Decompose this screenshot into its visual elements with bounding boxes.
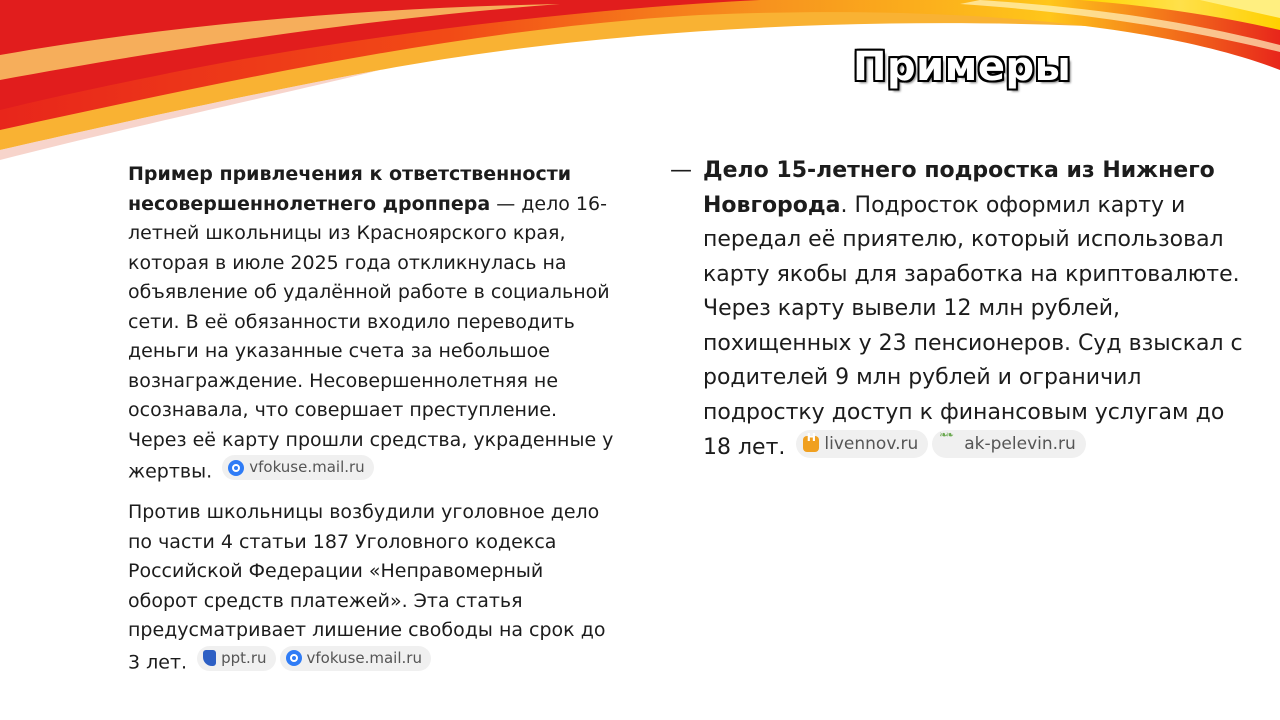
right-paragraph-bold: Дело 15-летнего подростка из Нижнего Новгорода [703, 158, 1215, 218]
ppt-ru-icon [203, 650, 216, 666]
left-paragraph-1-text: — дело 16-летней школьницы из Красноярского края, которая в июле 2025 года откликнулась на объявление об удалённой работе в социальной сети. В её обязанности входило переводить деньги на указанные счета за небольшое вознаграждение. Несовершеннолетняя не осознавала, что совершает преступление. Через её карту прошли средства, украденные у жертвы. [128, 192, 614, 483]
left-paragraph-2-text: Против школьницы возбудили уголовное дело по части 4 статьи 187 Уголовного кодекса Российской Федерации «Неправомерный оборот средств платежей». Эта статья предусматривает лишение свободы на срок до 3 лет. [128, 501, 606, 673]
decorative-swoosh [0, 0, 1280, 170]
ak-pelevin-icon [939, 436, 959, 452]
left-paragraph-1-bold: Пример привлечения к ответственности несовершеннолетнего дроппера [128, 163, 572, 215]
source-chip-vfokuse[interactable] [280, 646, 431, 671]
source-label: ppt.ru [221, 648, 267, 667]
livennov-icon [803, 436, 819, 452]
right-paragraph-text: . Подросток оформил карту и передал её приятелю, который использовал карту якобы для заработка на криптовалюте. Через карту вывели 12 млн рублей, похищенных у 23 пенсионеров. Суд взыскал с родителей 9 млн рублей и ограничил подростку доступ к финансовым услугам до 18 лет. [703, 192, 1243, 460]
source-label: vfokuse.mail.ru [249, 458, 365, 476]
source-label: livennov.ru [824, 434, 919, 454]
source-label: ak-pelevin.ru [964, 434, 1076, 454]
left-paragraph-2 [128, 498, 618, 678]
left-column [128, 160, 618, 689]
right-column [670, 154, 1250, 466]
left-paragraph-1 [128, 160, 618, 487]
mail-ru-icon [286, 650, 302, 666]
source-chip-ak-pelevin[interactable] [932, 430, 1086, 458]
list-dash: — [670, 158, 692, 183]
mail-ru-icon [228, 460, 244, 476]
right-paragraph [670, 154, 1250, 466]
slide-title: Примеры [853, 44, 1072, 90]
source-chip-vfokuse[interactable] [222, 455, 373, 480]
source-label: vfokuse.mail.ru [306, 648, 422, 667]
source-chip-livennov[interactable] [796, 430, 928, 458]
source-chip-ppt[interactable] [197, 646, 275, 671]
